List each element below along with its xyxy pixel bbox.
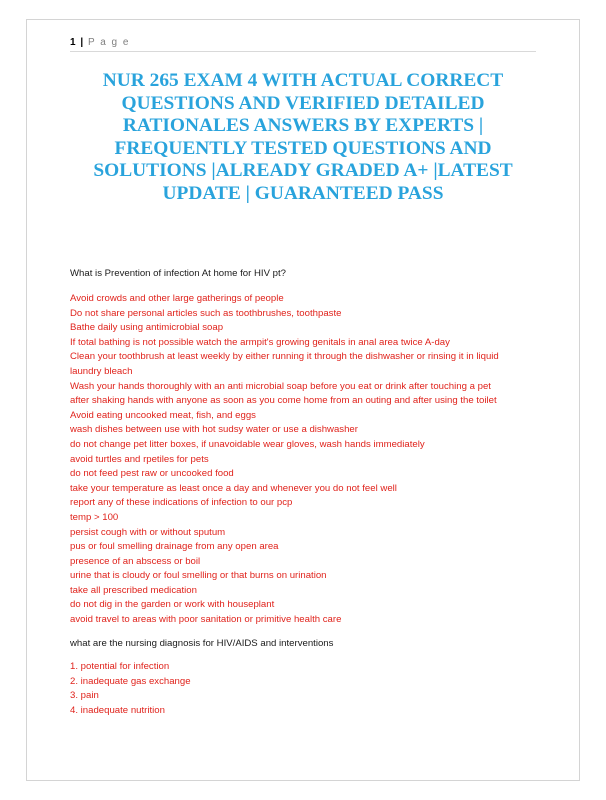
question-2: what are the nursing diagnosis for HIV/AIDS and interventions [70, 638, 334, 649]
answer-line: presence of an abscess or boil [70, 555, 201, 567]
answer-line: temp > 100 [70, 511, 119, 523]
answer-line: avoid travel to areas with poor sanitation or primitive health care [70, 614, 342, 626]
page-number: 1 [70, 37, 76, 48]
answer-list-1 [70, 292, 536, 628]
answer-line: report any of these indications of infection to our pcp [70, 497, 293, 509]
answer-line: do not change pet litter boxes, if unavoidable wear gloves, wash hands immediately [70, 438, 425, 450]
answer-line: If total bathing is not possible watch the armpit's growing genitals in anal area twice A-day [70, 336, 450, 348]
answer-line: Clean your toothbrush at least weekly by either running it through the dishwasher or rinsing it in liquid [70, 351, 499, 363]
answer-line: Wash your hands thoroughly with an anti microbial soap before you eat or drink after touching a pet [70, 380, 491, 392]
answer-line: Avoid crowds and other large gatherings of people [70, 293, 284, 304]
answer-line: take your temperature as least once a day and whenever you do not feel well [70, 482, 397, 494]
answer-line: do not dig in the garden or work with houseplant [70, 599, 275, 611]
answer-line: laundry bleach [70, 365, 133, 377]
answer-line: take all prescribed medication [70, 584, 197, 596]
answer-line: do not feed pest raw or uncooked food [70, 468, 234, 480]
page-header [70, 37, 536, 52]
answer-line: urine that is cloudy or foul smelling or that burns on urination [70, 570, 327, 582]
page-label: P a g e [87, 37, 130, 48]
answer-line: 4. inadequate nutrition [70, 704, 165, 716]
document-title: NUR 265 EXAM 4 WITH ACTUAL CORRECT QUESTIONS AND VERIFIED DETAILED RATIONALES ANSWERS BY EXPERTS | FREQUENTLY TESTED QUESTIONS AND SOLUTIONS |ALREADY GRADED A+ |LATEST UPDATE | GUARANTEED PASS [93, 70, 513, 204]
answer-list-2 [70, 660, 536, 718]
answer-line: 2. inadequate gas exchange [70, 675, 191, 687]
answer-line: persist cough with or without sputum [70, 526, 226, 538]
answer-line: pus or foul smelling drainage from any open area [70, 541, 279, 553]
question-1: What is Prevention of infection At home for HIV pt? [70, 268, 286, 279]
answer-line: Bathe daily using antimicrobial soap [70, 322, 224, 334]
header-separator: | [80, 37, 84, 48]
answer-line: Avoid eating uncooked meat, fish, and eggs [70, 409, 256, 421]
answer-line: after shaking hands with anyone as soon as you come home from an outing and after using the toilet [70, 395, 497, 407]
answer-line: Do not share personal articles such as toothbrushes, toothpaste [70, 307, 342, 319]
answer-line: 1. potential for infection [70, 661, 170, 672]
answer-line: wash dishes between use with hot sudsy water or use a dishwasher [70, 424, 358, 436]
answer-line: avoid turtles and rpetiles for pets [70, 453, 209, 465]
answer-line: 3. pain [70, 690, 99, 702]
